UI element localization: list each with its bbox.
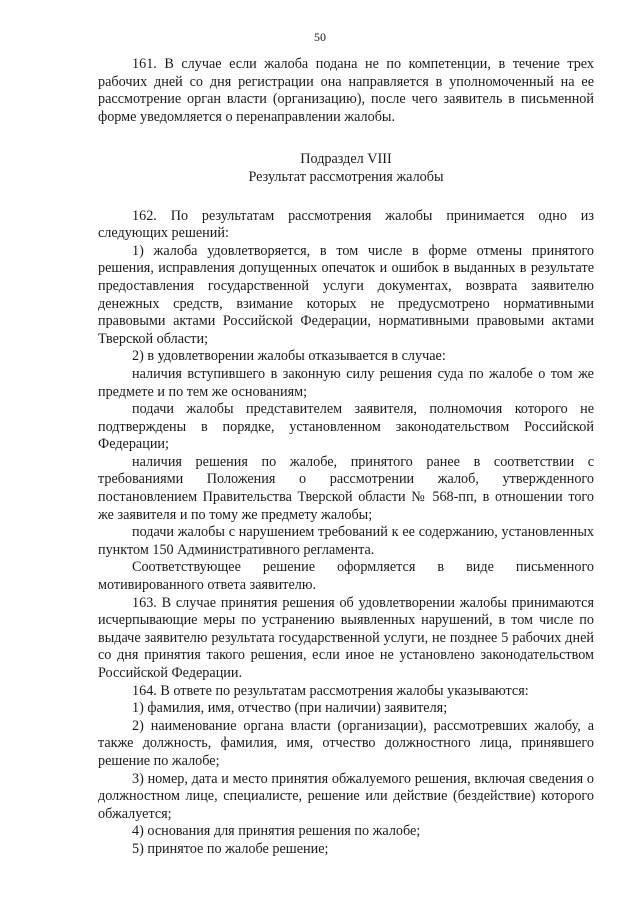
- refusal-ground-4: подачи жалобы с нарушением требований к ее содержанию, установленных пунктом 150 Административного регламента.: [98, 524, 594, 558]
- paragraph-162-item-2: 2) в удовлетворении жалобы отказывается в случае:: [132, 348, 446, 365]
- document-body: [98, 56, 594, 859]
- paragraph-164-item-5: 5) принятое по жалобе решение;: [132, 840, 329, 857]
- subsection-heading: [98, 151, 594, 186]
- subsection-title: Результат рассмотрения жалобы: [248, 168, 444, 185]
- paragraph-164: 164. В ответе по результатам рассмотрения жалобы указываются:: [132, 682, 529, 699]
- paragraph-164-item-1: 1) фамилия, имя, отчество (при наличии) заявителя;: [132, 700, 448, 717]
- paragraph-164-item-2: 2) наименование органа власти (организации), рассмотревших жалобу, а также должность, фамилия, имя, отчество должностного лица, принявшего решение по жалобе;: [98, 717, 594, 769]
- paragraph-161: 161. В случае если жалоба подана не по компетенции, в течение трех рабочих дней со дня регистрации она направляется в уполномоченный на ее рассмотрение орган власти (организацию), после чего заявитель в письменной форме уведомляется о перенаправлении жалобы.: [98, 56, 594, 125]
- refusal-ground-1: наличия вступившего в законную силу решения суда по жалобе о том же предмете и по тем же основаниям;: [98, 365, 594, 400]
- paragraph-164-item-4: 4) основания для принятия решения по жалобе;: [132, 823, 421, 840]
- refusal-ground-3: наличия решения по жалобе, принятого ранее в соответствии с требованиями Положения о рассмотрении жалоб, утвержденного постановлением Правительства Тверской области № 568-пп, в отношении того же заявителя и по тому же предмету жалобы;: [98, 453, 594, 523]
- decision-form-paragraph: Соответствующее решение оформляется в виде письменного мотивированного ответа заявителю.: [98, 559, 594, 594]
- subsection-number: Подраздел VIII: [300, 151, 392, 168]
- paragraph-163: 163. В случае принятия решения об удовлетворении жалобы принимаются исчерпывающие меры по устранению выявленных нарушений, в том числе по выдаче заявителю результата государственной услуги, не позднее 5 рабочих дней со дня принятия такого решения, если иное не установлено законодательством Российской Федерации.: [98, 594, 594, 681]
- paragraph-162: 162. По результатам рассмотрения жалобы принимается одно из следующих решений:: [98, 207, 594, 242]
- refusal-ground-2: подачи жалобы представителем заявителя, полномочия которого не подтверждены в порядке, установленном законодательством Российской Федерации;: [98, 401, 594, 453]
- page-number: 50: [314, 30, 326, 44]
- paragraph-164-item-3: 3) номер, дата и место принятия обжалуемого решения, включая сведения о должностном лице, специалисте, решение или действие (бездействие) которого обжалуется;: [98, 770, 594, 822]
- paragraph-162-item-1: 1) жалоба удовлетворяется, в том числе в форме отмены принятого решения, исправления допущенных опечаток и ошибок в выданных в результате предоставления государственной услуги документах, возврата заявителю денежных средств, взимание которых не предусмотрено нормативными правовыми актами Российской Федерации, нормативными правовыми актами Тверской области;: [98, 242, 594, 347]
